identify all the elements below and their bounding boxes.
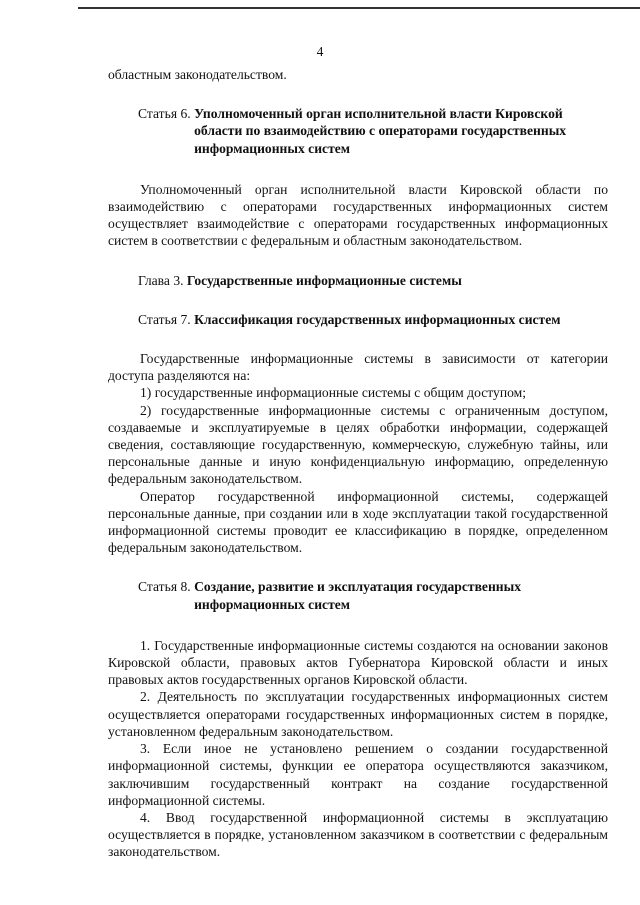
article-8-paragraph: 4. Ввод государственной информационной системы в эксплуатацию осуществляется в порядке, установленном заказчиком в соответствии с федеральным законодательством.	[108, 809, 608, 860]
top-border-line	[78, 7, 640, 9]
article-6-title: Уполномоченный орган исполнительной власти Кировской области по взаимодействию с операторами государственных информационных систем	[194, 106, 567, 156]
page-number: 4	[316, 44, 324, 59]
document-body	[108, 66, 608, 861]
article-8-body	[108, 637, 608, 861]
article-7-heading	[108, 311, 608, 328]
chapter-3-title: Государственные информационные системы	[186, 272, 462, 288]
article-7-paragraph: Государственные информационные системы в зависимости от категории доступа разделяются на:	[108, 351, 608, 384]
article-8-title: Создание, развитие и эксплуатация государственных информационных систем	[194, 579, 522, 612]
article-7-paragraph: 2) государственные информационные системы с ограниченным доступом, создаваемые и эксплуатируемые в целях обработки информации, содержащей сведения, составляющие государственную, коммерческую, служебную тайны, или персональные данные и иную конфиденциальную информацию, определенную федеральным законодательством.	[108, 402, 608, 487]
intro-line: областным законодательством.	[108, 67, 287, 82]
chapter-3-heading	[108, 272, 608, 289]
article-6-label: Статья 6.	[138, 106, 195, 122]
article-6-text: Уполномоченный орган исполнительной власти Кировской области по взаимодействию с операторами государственных информационных систем осуществляет взаимодействие с операторами государственных информационных систем в соответствии с федеральным и областным законодательством.	[108, 181, 608, 249]
article-8-paragraph: 2. Деятельность по эксплуатации государственных информационных систем осуществляется операторами государственных информационных систем в порядке, установленном федеральным законодательством.	[108, 689, 608, 739]
article-8-label: Статья 8.	[138, 579, 195, 595]
article-6-heading	[108, 105, 608, 157]
article-7-body	[108, 350, 608, 556]
article-8-paragraph: 3. Если иное не установлено решением о создании государственной информационной системы, функции ее оператора осуществляются заказчиком, заключившим государственный контракт на создание государственной информационной системы.	[108, 741, 608, 808]
chapter-3-label: Глава 3.	[138, 272, 187, 288]
article-7-paragraph: 1) государственные информационные системы с общим доступом;	[140, 385, 527, 401]
article-8-paragraph: 1. Государственные информационные системы создаются на основании законов Кировской области, правовых актов Губернатора Кировской области и иных правовых актов государственных органов Кировской области.	[108, 637, 608, 688]
article-8-heading	[108, 578, 608, 612]
article-7-paragraph: Оператор государственной информационной системы, содержащей персональные данные, при создании или в ходе эксплуатации такой государственной информационной системы проводит ее классификацию в порядке, определенном федеральным законодательством.	[108, 488, 608, 556]
article-7-title: Классификация государственных информационных систем	[194, 311, 561, 327]
article-7-label: Статья 7.	[138, 311, 195, 327]
